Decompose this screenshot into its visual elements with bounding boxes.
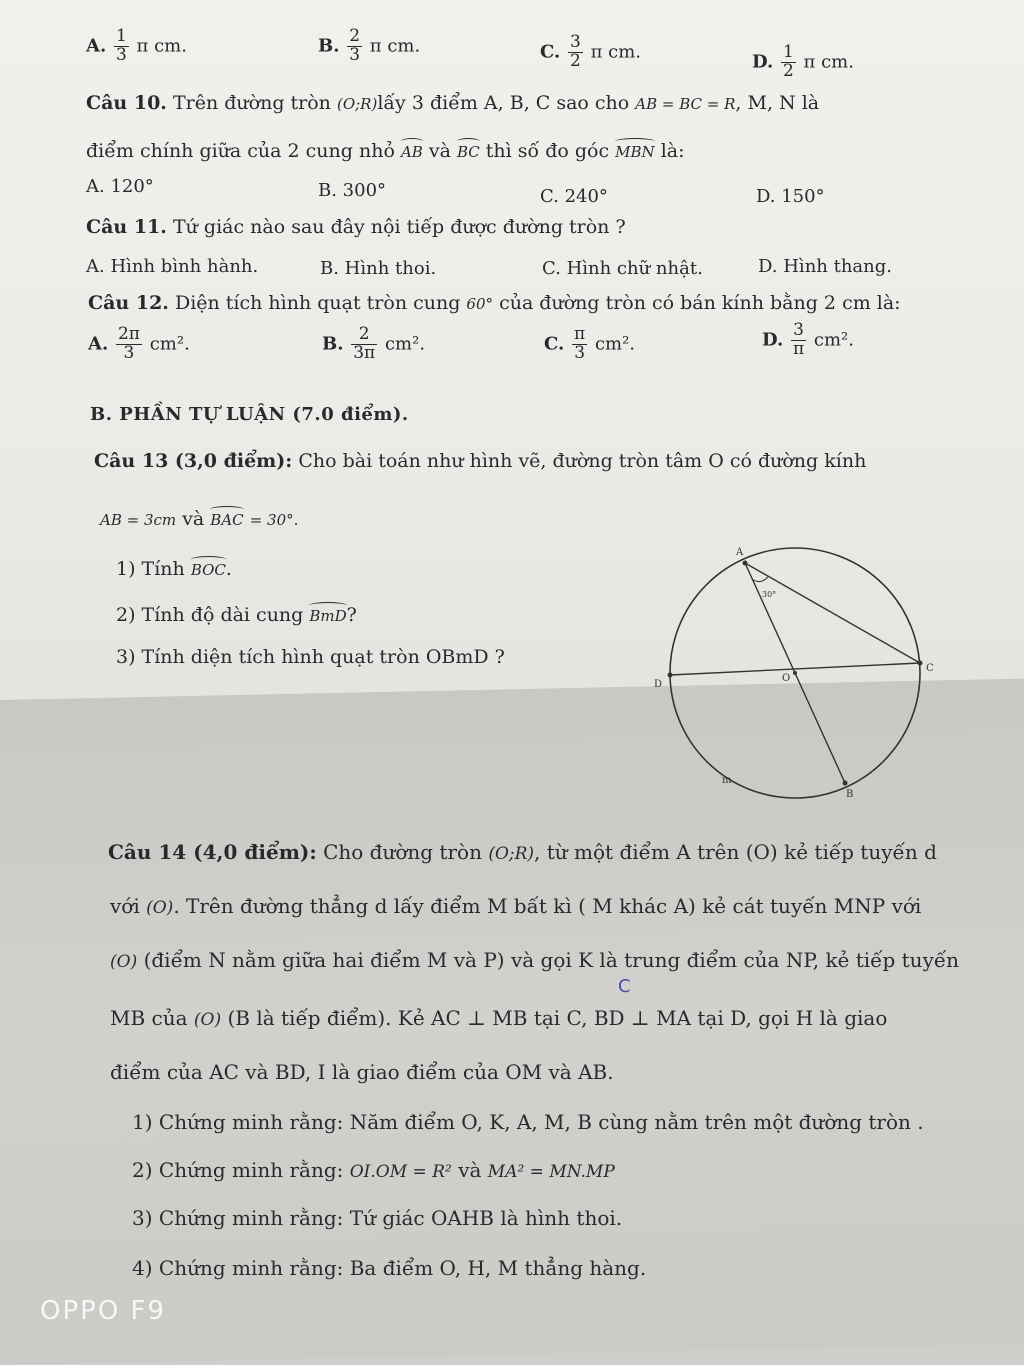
fraction: $\frac{2}{3\pi}$: [353, 324, 376, 363]
q14-item-3: 3) Chứng minh rằng: Tứ giác OAHB là hình thoi.: [132, 1206, 623, 1230]
section-b-heading: B. PHẦN TỰ LUẬN (7.0 điểm).: [90, 404, 409, 425]
angle-boc: BOC: [190, 561, 226, 579]
label-b: B: [846, 789, 854, 800]
q11-line: Câu 11. Tứ giác nào sau đây nội tiếp được đường tròn ?: [86, 216, 626, 238]
point-d: [668, 673, 673, 678]
label-angle: 30°: [762, 590, 777, 599]
angle-mbn: MBN: [615, 143, 655, 161]
q11-option-d: D. Hình thang.: [758, 256, 892, 277]
q9-option-b: B. $\frac{2}{3}$ π cm.: [318, 26, 421, 65]
point-b: [843, 781, 848, 786]
chord-ac: [745, 563, 920, 663]
q13-given: AB = 3cm và BAC = 30°.: [100, 508, 299, 530]
q14-item-2: 2) Chứng minh rằng: OI.OM = R² và MA² = MN.MP: [132, 1158, 615, 1182]
point-c: [918, 661, 923, 666]
q12-option-b: B. $\frac{2}{3\pi}$ cm².: [322, 324, 426, 363]
q11-option-a: A. Hình bình hành.: [86, 256, 259, 277]
angle-bac: BAC: [210, 511, 244, 529]
q14-line4: MB của (O) (B là tiếp điểm). Kẻ AC ⊥ MB tại C, BD ⊥ MA tại D, gọi H là giao: [110, 1006, 888, 1030]
q10-line1: Câu 10. Trên đường tròn (O;R)lấy 3 điểm A, B, C sao cho AB = BC = R, M, N là: [86, 92, 820, 114]
q14-line1: Câu 14 (4,0 điểm): Cho đường tròn (O;R), từ một điểm A trên (O) kẻ tiếp tuyến d: [108, 840, 937, 864]
q14-item-4: 4) Chứng minh rằng: Ba điểm O, H, M thẳng hàng.: [132, 1256, 647, 1280]
angle-mark: [752, 577, 768, 582]
fraction: $\frac{\pi}{3}$: [574, 324, 586, 363]
point-a: [743, 561, 748, 566]
q12-option-a: A. $\frac{2\pi}{3}$ cm².: [88, 324, 190, 363]
fraction: $\frac{3}{2}$: [570, 32, 581, 71]
fraction: $\frac{2}{3}$: [349, 26, 361, 65]
q11-option-c: C. Hình chữ nhật.: [542, 258, 703, 279]
q12-line: Câu 12. Diện tích hình quạt tròn cung 60° của đường tròn có bán kính bằng 2 cm là:: [88, 292, 901, 314]
q13-line1: Câu 13 (3,0 điểm): Cho bài toán như hình vẽ, đường tròn tâm O có đường kính: [94, 450, 867, 472]
camera-watermark: OPPO F9: [40, 1296, 167, 1326]
label-d: D: [654, 679, 663, 690]
q13-item-1: 1) Tính BOC.: [116, 558, 232, 580]
q10-option-d: D. 150°: [756, 186, 825, 207]
q10-option-a: A. 120°: [86, 176, 154, 197]
arc-ab: AB: [400, 143, 423, 161]
q14-line2: với (O). Trên đường thẳng d lấy điểm M bất kì ( M khác A) kẻ cát tuyến MNP với: [110, 894, 922, 918]
q12-option-c: C. $\frac{\pi}{3}$ cm².: [544, 324, 636, 363]
fraction: $\frac{1}{2}$: [782, 42, 794, 81]
q10-line2: điểm chính giữa của 2 cung nhỏ AB và BC thì số đo góc MBN là:: [86, 140, 685, 162]
q14-line3: (O) (điểm N nằm giữa hai điểm M và P) và gọi K là trung điểm của NP, kẻ tiếp tuyến: [110, 948, 960, 972]
q9-option-a: A. $\frac{1}{3}$ π cm.: [86, 26, 187, 65]
q14-line5: điểm của AC và BD, I là giao điểm của OM và AB.: [110, 1060, 614, 1084]
q9-option-d: D. $\frac{1}{2}$ π cm.: [752, 42, 854, 81]
fraction: $\frac{3}{\pi}$: [792, 320, 805, 359]
arc-bmd: BmD: [309, 607, 347, 625]
q14-item-1: 1) Chứng minh rằng: Năm điểm O, K, A, M, B cùng nằm trên một đường tròn .: [132, 1110, 924, 1134]
handwritten-correction: C: [618, 976, 631, 997]
arc-bc: BC: [456, 143, 480, 161]
label-m: m: [722, 775, 732, 786]
label-o: O: [782, 673, 791, 684]
point-o: [793, 671, 797, 675]
q12-option-d: D. $\frac{3}{\pi}$ cm².: [762, 320, 854, 359]
q11-option-b: B. Hình thoi.: [320, 258, 437, 279]
q13-item-3: 3) Tính diện tích hình quạt tròn OBmD ?: [116, 646, 505, 668]
label-a: A: [736, 547, 744, 558]
q9-option-c: C. $\frac{3}{2}$ π cm.: [540, 32, 642, 71]
label-c: C: [926, 663, 934, 674]
fraction: $\frac{2\pi}{3}$: [117, 324, 140, 363]
q13-circle-figure: [640, 535, 960, 815]
q13-item-2: 2) Tính độ dài cung BmD?: [116, 604, 357, 626]
q10-option-b: B. 300°: [318, 180, 387, 201]
fraction: $\frac{1}{3}$: [115, 26, 127, 65]
q10-option-c: C. 240°: [540, 186, 608, 207]
